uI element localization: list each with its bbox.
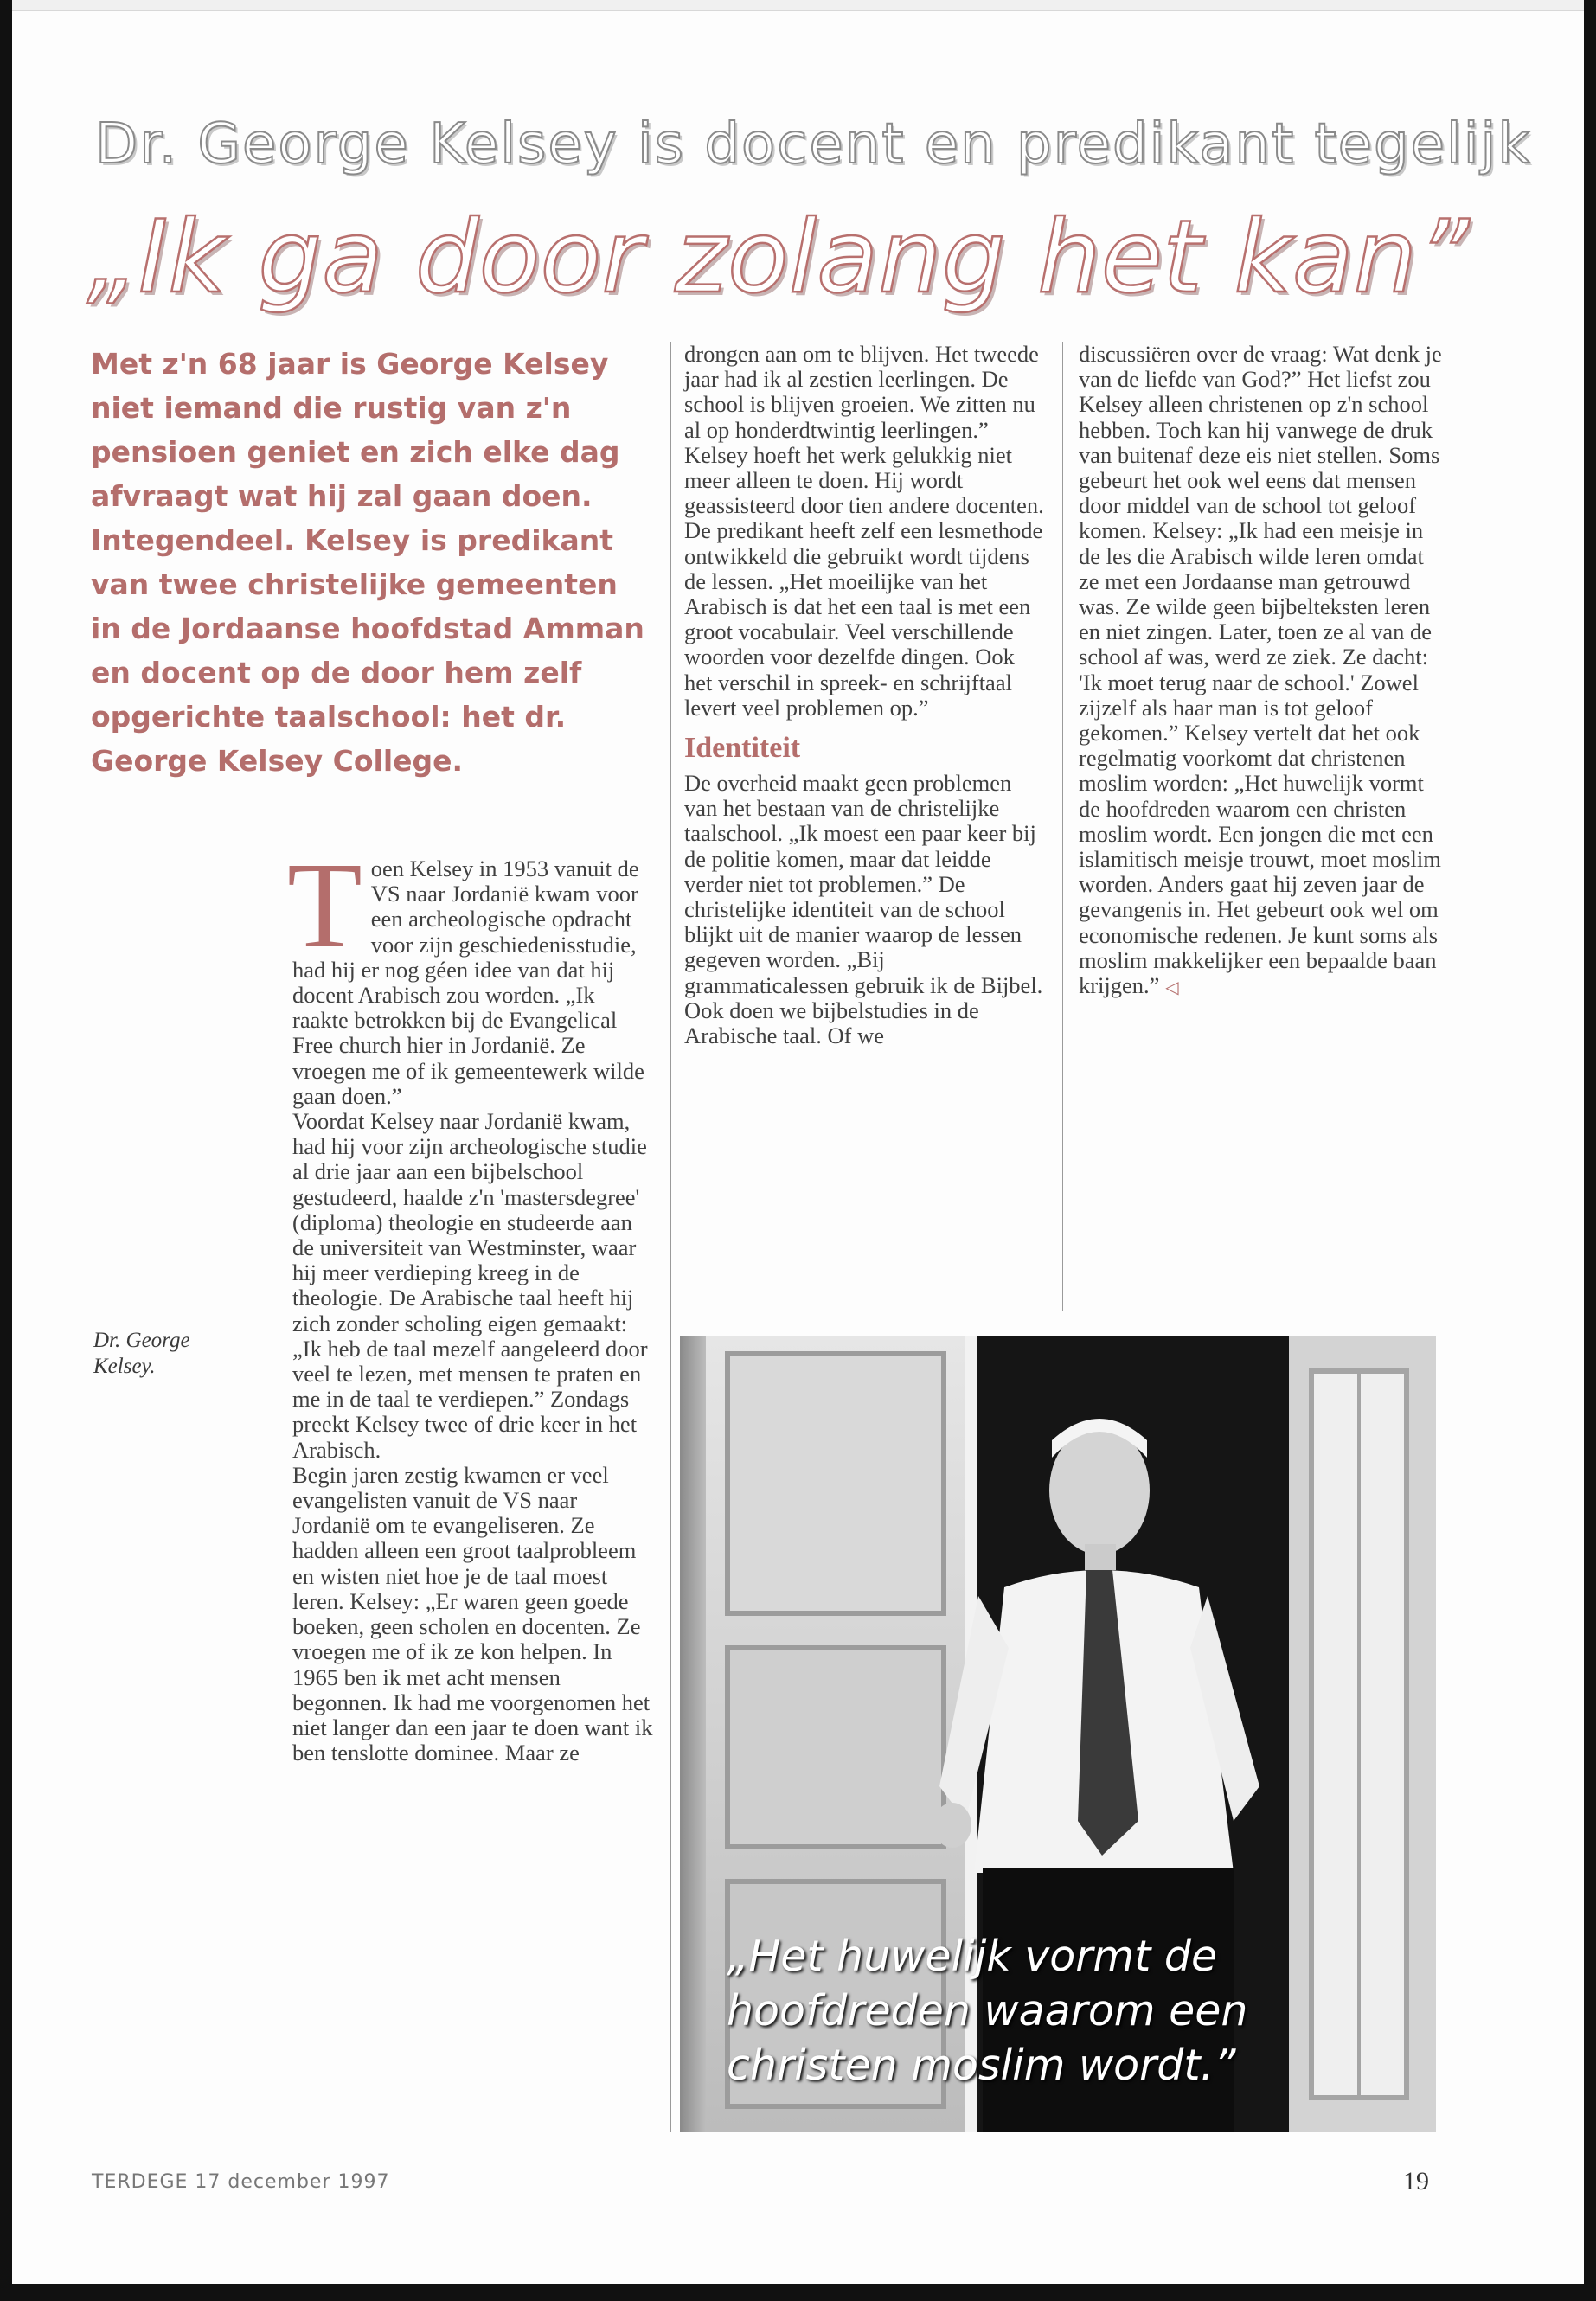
photo-caption: Dr. George Kelsey. <box>93 1329 190 1378</box>
article-headline: „Ik ga door zolang het kan” <box>87 199 1470 316</box>
paragraph: Voordat Kelsey naar Jordanië kwam, had hij voor zijn archeologische studie al drie jaar aan een bijbelschool gestudeerd, haalde z'n 'mastersdegree' (diploma) theologie en studeerde aan de universiteit van Westminster, waar hij meer verdieping kreeg in de theologie. De Arabische taal heeft hij zich zonder scholing eigen gemaakt: „Ik heb de taal mezelf aangeleerd door veel te lezen, met mensen te praten en me in de taal te verdiepen.” Zondags preekt Kelsey twee of drie keer in het Arabisch. <box>292 1108 648 1463</box>
article-intro: Met z'n 68 jaar is George Kelsey niet iemand die rustig van z'n pensioen geniet en zich elke dag afvraagt wat hij zal gaan doen. Integendeel. Kelsey is predikant van twee christelijke gemeenten in de Jordaanse hoofdstad Amman en docent op de door hem zelf opgerichte taalschool: het dr. George Kelsey College. <box>91 347 644 778</box>
scan-bottom-edge <box>0 2284 1596 2301</box>
paragraph: De overheid maakt geen problemen van het bestaan van de christelijke taalschool. „Ik moest een paar keer bij de politie komen, maar dat leidde verder niet tot problemen.” De christelijke identiteit van de school blijkt uit de manier waarop de lessen gegeven worden. „Bij grammaticalessen gebruik ik de Bijbel. Ook doen we bijbelstudies in de Arabische taal. Of we <box>684 770 1043 1049</box>
subheading-identiteit: Identiteit <box>684 732 801 765</box>
paragraph-text: discussiëren over de vraag: Wat denk je van de liefde van God?” Het liefst zou Kelsey alleen christenen op z'n school hebben. Toch kan hij vanwege de druk van buitenaf deze eis niet stellen. Soms gebeurt het ook wel eens dat mensen door middel van de school tot geloof komen. Kelsey: „Ik had een meisje in de les die Arabisch wilde leren omdat ze met een Jordaanse man getrouwd was. Ze wilde geen bijbelteksten leren en niet zingen. Later, toen ze al van de school af was, werd ze ziek. Ze dacht: 'Ik moet terug naar de school.' Zowel zijzelf als haar man is tot geloof gekomen.” Kelsey vertelt dat het ook regelmatig voorkomt dat christenen moslim worden: „Het huwelijk vormt de hoofdreden waarom een christen moslim wordt. Een jongen die met een islamitisch meisje trouwt, moet moslim worden. Anders gaat hij zeven jaar de gevangenis in. Het gebeurt ook wel om economische redenen. Je kunt soms als moslim makkelijker een bepaalde baan krijgen.” <box>1079 341 1442 999</box>
column-1 <box>287 836 654 1766</box>
paragraph: Begin jaren zestig kwamen er veel evangelisten vanuit de VS naar Jordanië om te evangeliseren. Ze hadden alleen een groot taalprobleem en wisten niet hoe je de taal moest leren. Kelsey: „Er waren geen goede boeken, geen scholen en docenten. Ze vroegen me of ik ze kon helpen. In 1965 ben ik met acht mensen begonnen. Ik had me voorgenomen het niet langer dan een jaar te doen want ik ben tenslotte dominee. Maar ze <box>292 1461 653 1766</box>
scan-left-edge <box>0 0 12 2301</box>
footer-publication: TERDEGE 17 december 1997 <box>92 2171 390 2193</box>
scan-top-edge <box>12 0 1584 11</box>
column-divider <box>1062 342 1063 1311</box>
paragraph-text: oen Kelsey in 1953 vanuit de VS naar Jordanië kwam voor een archeologische opdracht voor zijn geschiedenisstudie, had hij er nog géen idee van dat hij docent Arabisch zou worden. „Ik raakte betrokken bij de Evangelical Free church hier in Jordanië. Ze vroegen me of ik gemeentewerk wilde gaan doen.” <box>292 856 644 1109</box>
pull-quote: „Het huwelijk vormt de hoofdreden waarom een christen moslim wordt.” <box>727 1932 1248 2090</box>
page-number: 19 <box>1403 2167 1429 2195</box>
paragraph <box>287 836 654 1109</box>
end-mark-icon: ◁ <box>1165 978 1179 998</box>
drop-cap: T <box>287 836 362 973</box>
column-3 <box>1079 342 1442 1001</box>
column-2 <box>684 342 1048 1048</box>
scan-right-edge <box>1584 0 1596 2301</box>
paragraph: drongen aan om te blijven. Het tweede jaar had ik al zestien leerlingen. De school is blijven groeien. We zitten nu al op honderdtwintig leerlingen.” Kelsey hoeft het werk gelukkig niet meer alleen te doen. Hij wordt geassisteerd door tien andere docenten. De predikant heeft zelf een lesmethode ontwikkeld die gebruikt wordt tijdens de lessen. „Het moeilijke van het Arabisch is dat het een taal is met een groot vocabulair. Veel verschillende woorden voor dezelfde dingen. Ook het verschil in spreek- en schrijftaal levert veel problemen op.” <box>684 341 1044 721</box>
article-kicker: Dr. George Kelsey is docent en predikant tegelijk <box>95 112 1532 176</box>
column-divider <box>670 342 671 2132</box>
paragraph <box>1079 342 1442 1001</box>
